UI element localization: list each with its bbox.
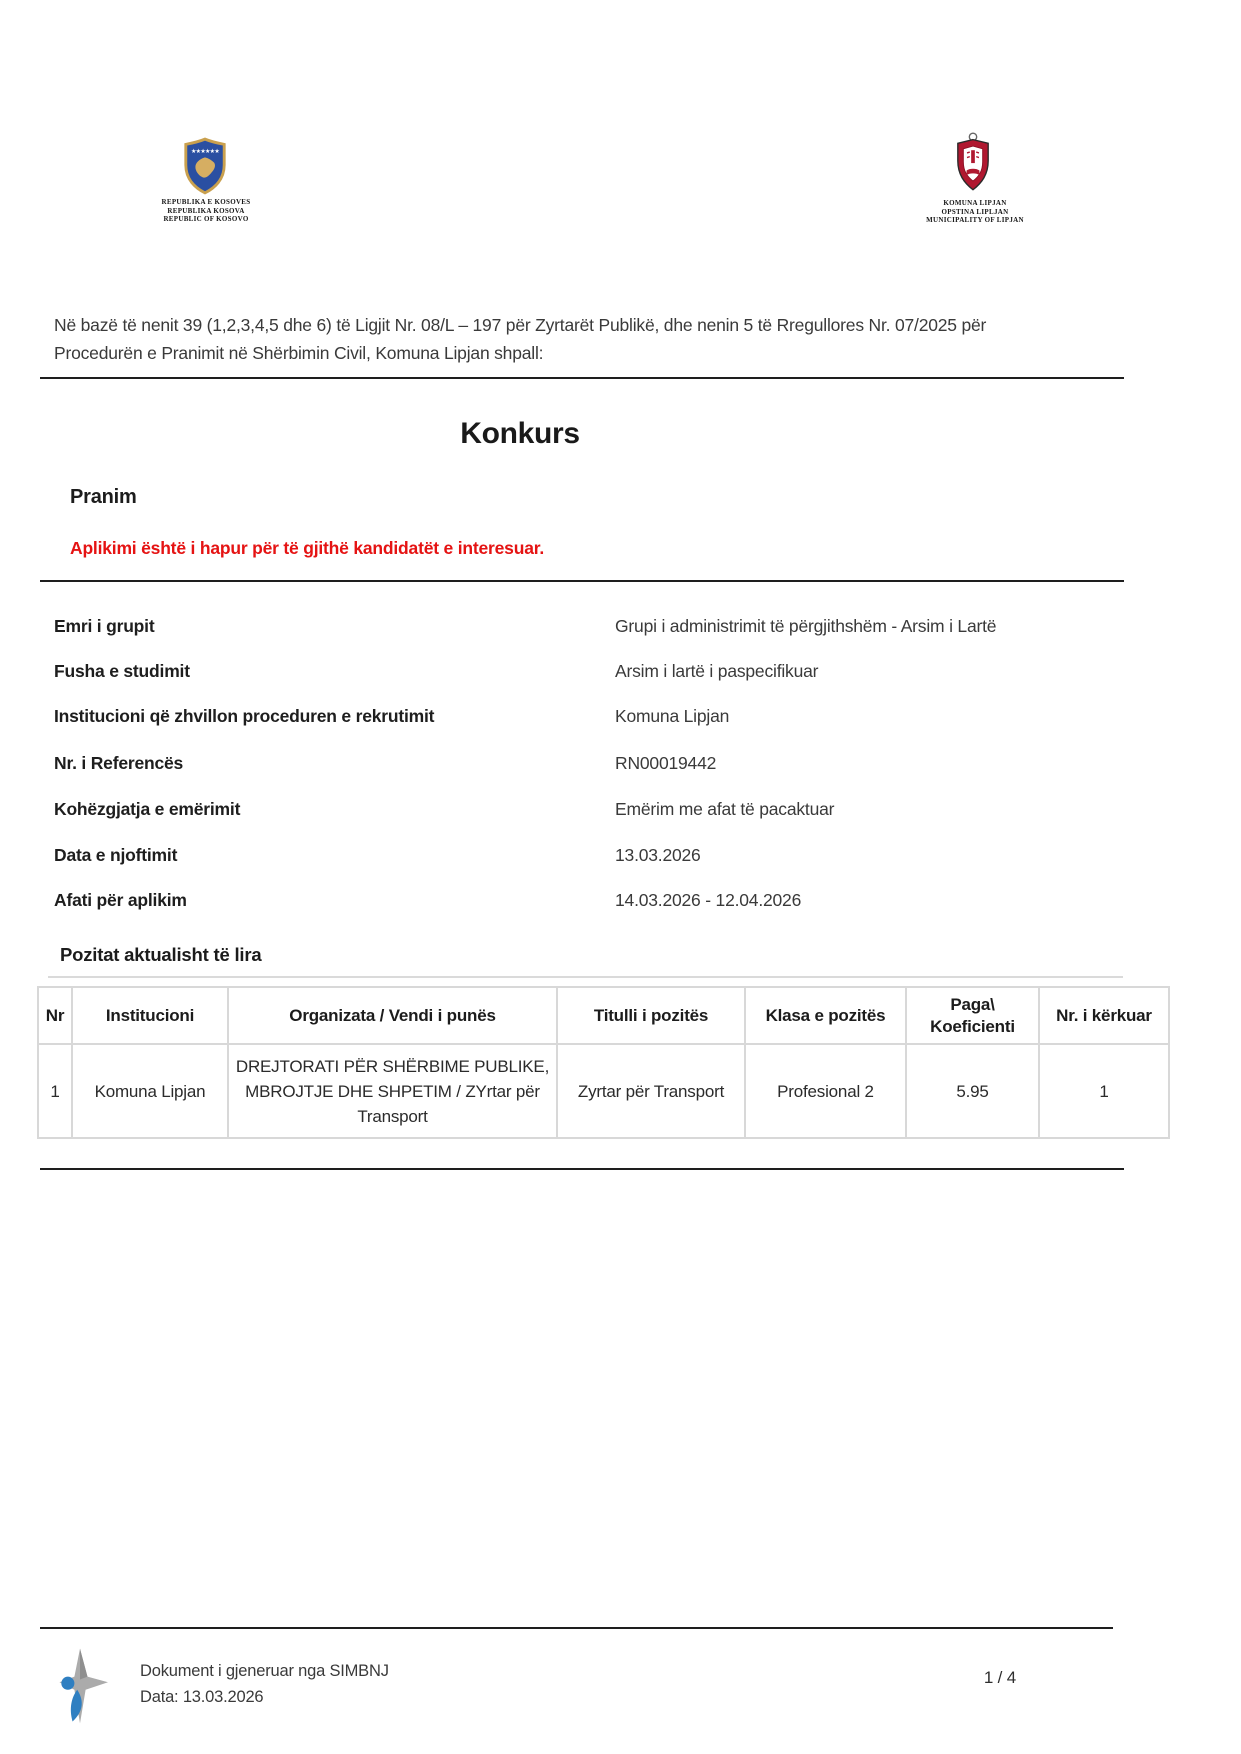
table-row [38,1044,1169,1138]
vacancies-table [37,986,1170,1139]
cell-organization: DREJTORATI PËR SHËRBIME PUBLIKE, MBROJTJE DHE SHPETIM / ZYrtar për Transport [228,1044,557,1138]
field-label: Institucioni që zhvillon proceduren e rekrutimit [54,706,435,726]
lipjan-caption-line: KOMUNA LIPJAN [943,199,1007,207]
footer-generated-by: Dokument i gjeneruar nga SIMBNJ [140,1662,389,1680]
col-header-position-class: Klasa e pozitës [745,987,906,1044]
cell-salary: 5.95 [906,1044,1039,1138]
svg-text:★★★★★★: ★★★★★★ [190,149,220,156]
field-label: Afati për aplikim [54,890,187,910]
col-header-position-title: Titulli i pozitës [557,987,745,1044]
cell-requested-number: 1 [1039,1044,1169,1138]
divider [40,580,1124,582]
field-label: Kohëzgjatja e emërimit [54,799,241,819]
col-header-requested-number: Nr. i kërkuar [1039,987,1169,1044]
kosovo-caption-line: REPUBLIKA E KOSOVES [161,198,251,206]
footer-divider [40,1627,1113,1629]
kosovo-caption-line: REPUBLIC OF KOSOVO [163,215,249,223]
cell-position-class: Profesional 2 [745,1044,906,1138]
lipjan-caption-line: OPSTINA LIPLJAN [941,207,1009,216]
field-row [0,616,1241,640]
divider [48,976,1123,978]
cell-nr: 1 [38,1044,72,1138]
lipjan-caption-line: MUNICIPALITY OF LIPJAN [926,216,1024,224]
field-row [0,706,1241,730]
col-header-salary: Paga\ Koeficienti [906,987,1039,1044]
positions-heading: Pozitat aktualisht të lira [60,944,262,965]
kosovo-caption-line: REPUBLIKA KOSOVA [167,206,245,215]
cell-position-title: Zyrtar për Transport [557,1044,745,1138]
kosovo-coat-of-arms-icon [181,136,229,196]
divider [40,377,1124,379]
cell-institution: Komuna Lipjan [72,1044,228,1138]
footer-text [140,1658,389,1710]
field-label: Fusha e studimit [54,661,190,681]
field-value: Komuna Lipjan [615,706,730,726]
table-header-row [38,987,1169,1044]
col-header-institution: Institucioni [72,987,228,1044]
col-header-nr: Nr [38,987,72,1044]
field-row [0,890,1241,914]
page-number: 1 / 4 [983,1668,1016,1687]
field-value: Grupi i administrimit të përgjithshëm - Arsim i Lartë [615,616,997,636]
field-value: Emërim me afat të pacaktuar [615,799,835,819]
field-label: Emri i grupit [54,616,155,636]
divider [40,1168,1124,1170]
field-value: 13.03.2026 [615,845,701,865]
page-title: Konkurs [460,417,580,450]
field-row [0,753,1241,777]
col-header-organization: Organizata / Vendi i punës [228,987,557,1044]
field-label: Data e njoftimit [54,845,178,865]
legal-basis-paragraph: Në bazë të nenit 39 (1,2,3,4,5 dhe 6) të Ligjit Nr. 08/L – 197 për Zyrtarët Publikë, dhe nenin 5 të Rregullores Nr. 07/2025 për Procedurën e Pranimit në Shërbimin Civil, Komuna Lipjan shpall: [54,315,987,363]
simbnj-logo-icon [52,1648,108,1729]
kosovo-emblem-caption [146,198,266,224]
field-row [0,661,1241,685]
field-value: RN00019442 [615,753,717,773]
field-row [0,799,1241,823]
field-row [0,845,1241,869]
section-subtitle: Pranim [70,486,137,508]
application-open-notice: Aplikimi është i hapur për të gjithë kandidatët e interesuar. [70,538,545,558]
field-value: 14.03.2026 - 12.04.2026 [615,890,802,910]
field-value: Arsim i lartë i paspecifikuar [615,661,819,681]
lipjan-emblem-icon [950,131,996,197]
lipjan-emblem-caption [895,199,1055,225]
footer-date: Data: 13.03.2026 [140,1688,264,1706]
field-label: Nr. i Referencës [54,753,184,773]
